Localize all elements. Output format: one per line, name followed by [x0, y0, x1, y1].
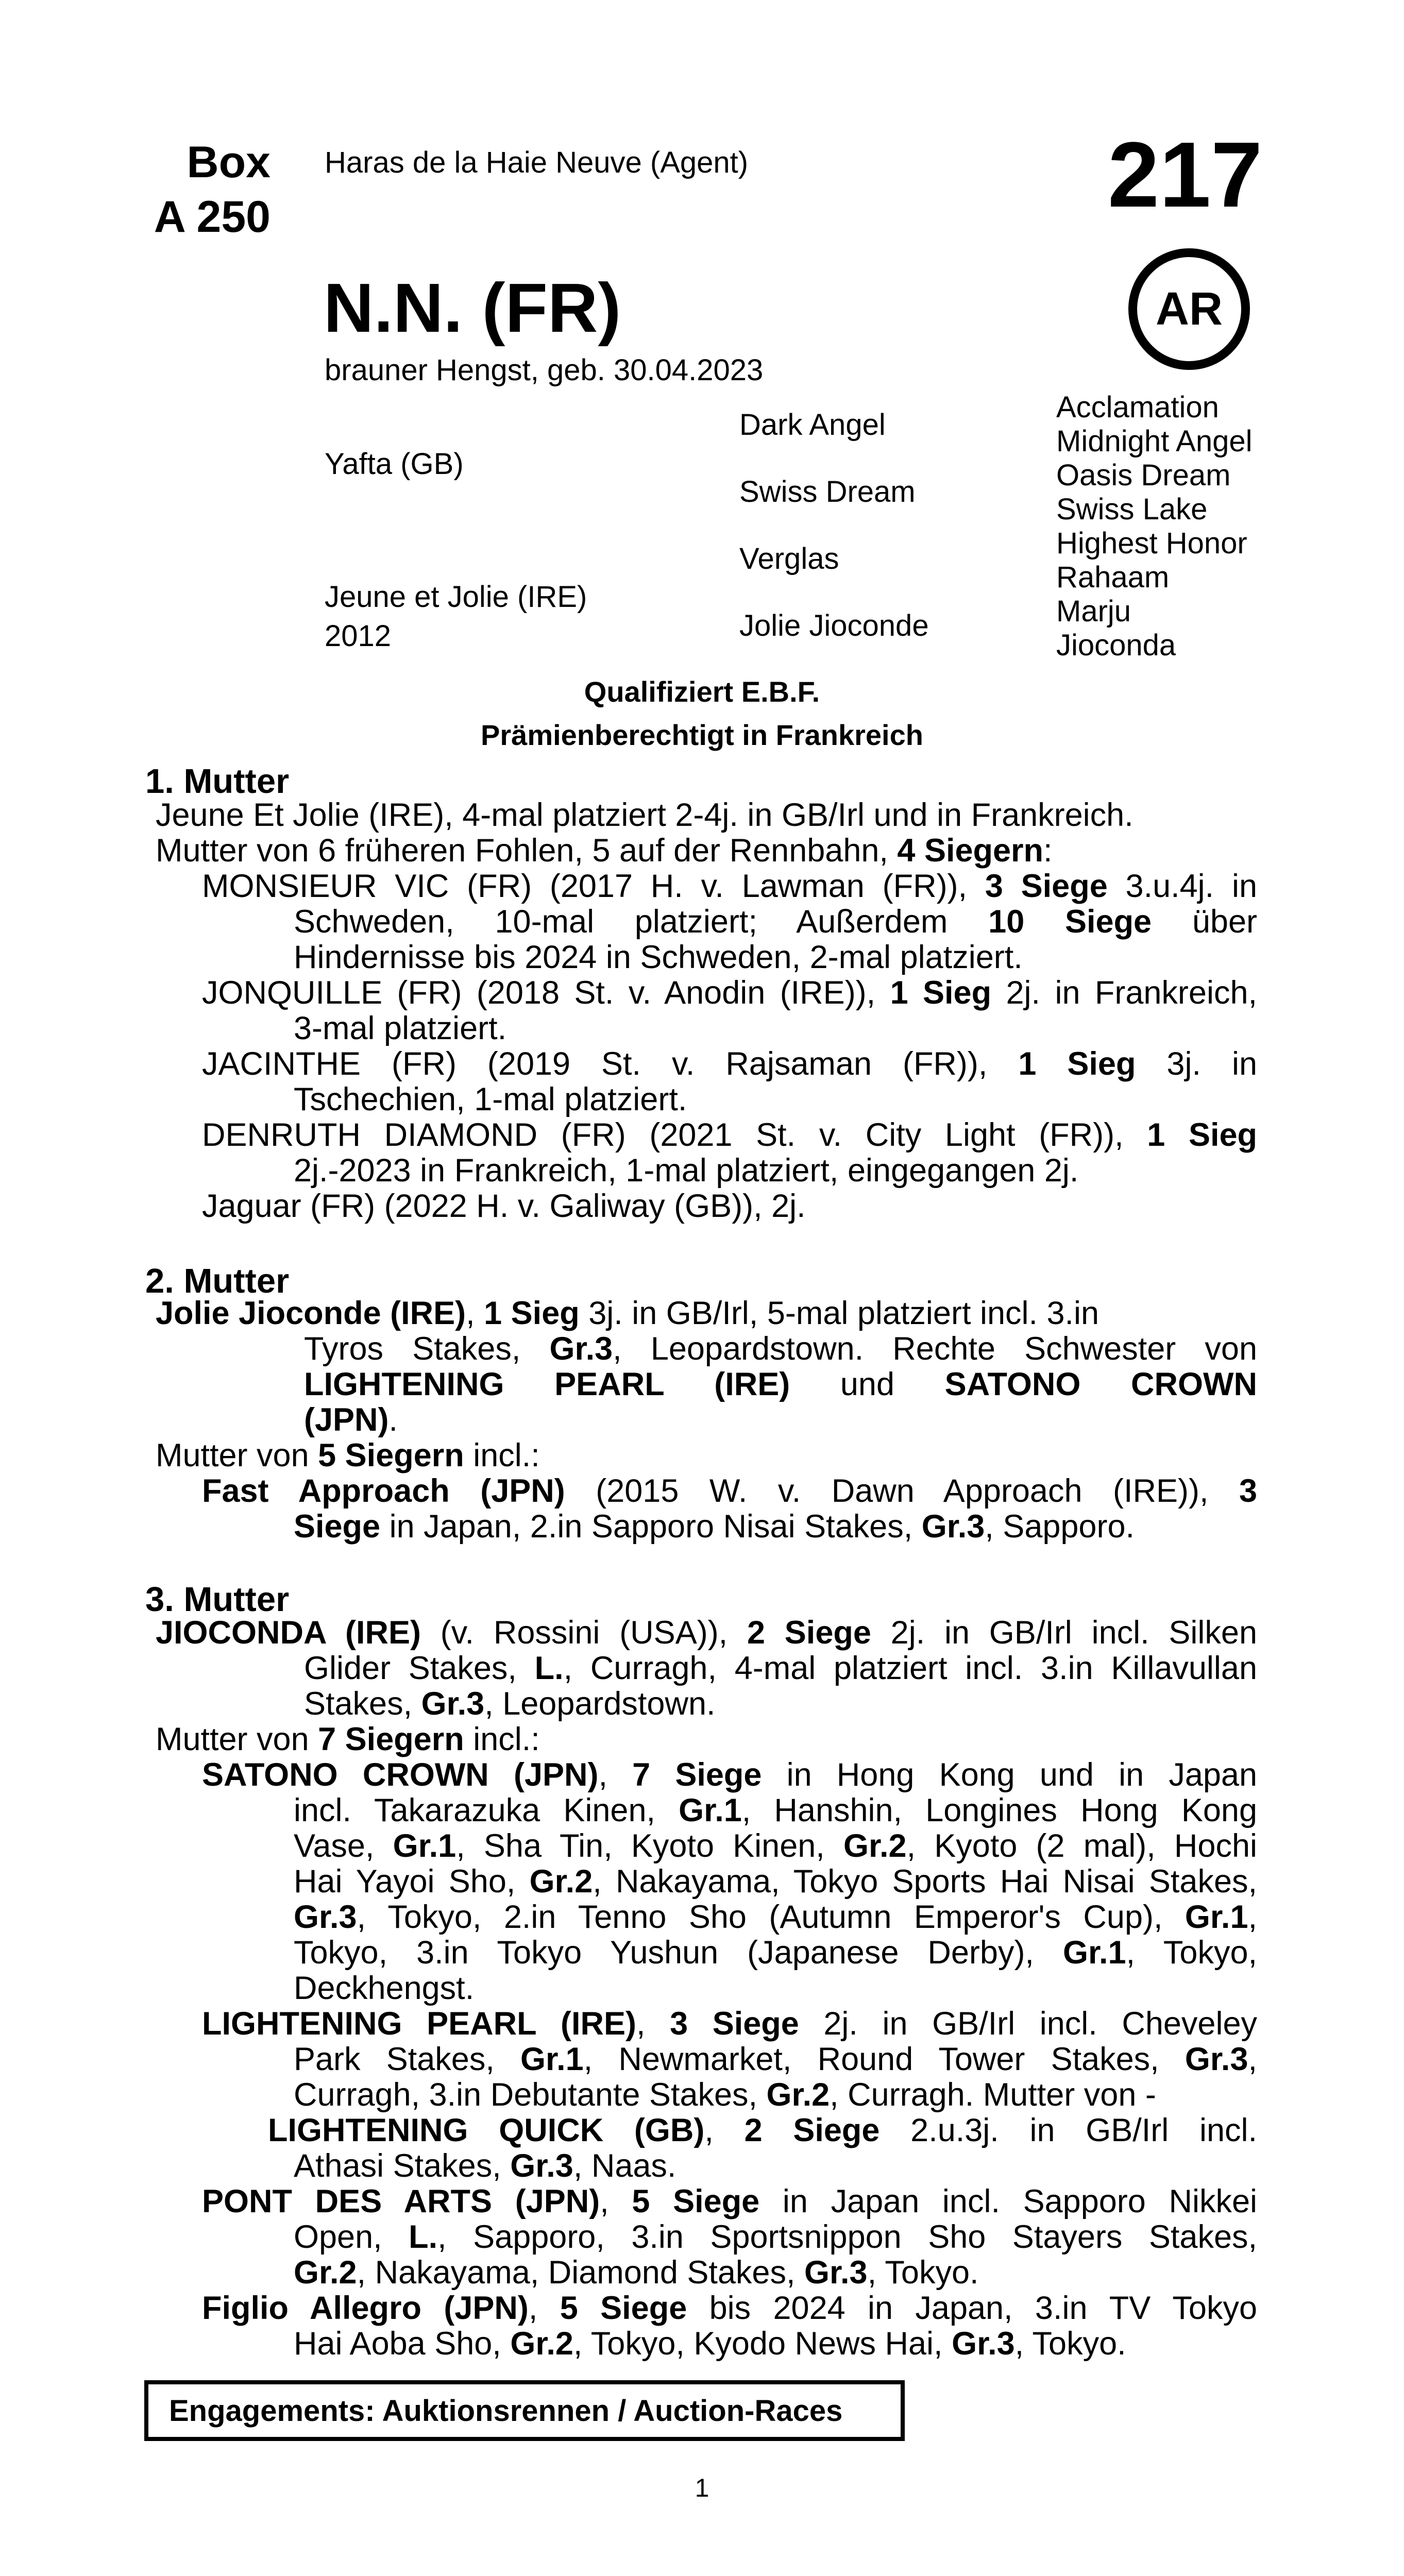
- text-segment: Mutter von: [156, 1437, 318, 1473]
- pedigree-text-line: [304, 1402, 398, 1438]
- text-segment: ,: [1248, 1899, 1257, 1935]
- pedigree-text-line: [294, 2326, 1126, 2362]
- engagements-label: Engagements: Auktionsrennen / Auction-Races: [169, 2394, 843, 2428]
- bold-segment: 1 Sieg: [1147, 1117, 1257, 1153]
- text-segment: , Leopardstown. Rechte Schwester von: [613, 1331, 1257, 1367]
- horse-description: brauner Hengst, geb. 30.04.2023: [325, 353, 764, 387]
- pedigree-text-line: [202, 1473, 1257, 1509]
- pedigree-text-line: [294, 1900, 1257, 1935]
- pedigree-text-line: [202, 1189, 806, 1224]
- bold-segment: Figlio Allegro (JPN): [202, 2290, 529, 2326]
- pedigree-text-line: [304, 1367, 1257, 1402]
- text-segment: ,: [466, 1295, 484, 1331]
- text-segment: , Newmarket, Round Tower Stakes,: [583, 2041, 1185, 2077]
- pedigree-text-line: [202, 2291, 1257, 2326]
- text-segment: in Hong Kong und in Japan: [762, 1757, 1257, 1793]
- pedigree-text-line: [202, 1046, 1257, 1082]
- pedigree-grandparent: Jolie Jioconde: [739, 609, 929, 642]
- text-segment: und: [790, 1366, 945, 1402]
- text-segment: , Tokyo, 2.in Tenno Sho (Autumn Emperor's Cup),: [357, 1899, 1185, 1935]
- text-segment: bis 2024 in Japan, 3.in TV Tokyo: [687, 2290, 1258, 2326]
- text-segment: , Nakayama, Diamond Stakes,: [357, 2255, 804, 2291]
- pedigree-text-line: [202, 975, 1257, 1011]
- text-segment: Mutter von 6 früheren Fohlen, 5 auf der Rennbahn,: [156, 833, 898, 869]
- text-segment: Mutter von: [156, 1721, 318, 1757]
- bold-segment: Gr.1: [393, 1828, 456, 1864]
- pedigree-text-line: [304, 1331, 1257, 1367]
- text-segment: 2j. in GB/Irl incl. Silken: [871, 1615, 1257, 1651]
- pedigree-text-line: [294, 2148, 676, 2184]
- qualification-line: Qualifiziert E.B.F.: [584, 675, 820, 708]
- pedigree-great-grandparent: Swiss Lake: [1056, 493, 1208, 526]
- text-segment: 3j. in GB/Irl, 5-mal platziert incl. 3.in: [579, 1295, 1099, 1331]
- bold-segment: (JPN): [304, 1402, 389, 1438]
- text-segment: Tyros Stakes,: [304, 1331, 550, 1367]
- section-heading-second-dam: 2. Mutter: [145, 1262, 290, 1300]
- pedigree-grandparent: Dark Angel: [739, 408, 886, 442]
- text-segment: ,: [598, 1757, 633, 1793]
- bold-segment: 7 Siegern: [318, 1721, 464, 1757]
- bold-segment: Gr.3: [952, 2326, 1015, 2362]
- text-segment: , Nakayama, Tokyo Sports Hai Nisai Stakes,: [593, 1863, 1257, 1900]
- engagements-box: [144, 2380, 905, 2441]
- text-segment: 2.u.3j. in GB/Irl incl.: [879, 2112, 1257, 2148]
- bold-segment: Gr.2: [510, 2326, 573, 2362]
- bold-segment: 2 Siege: [747, 1615, 871, 1651]
- text-segment: in Japan incl. Sapporo Nikkei: [759, 2183, 1258, 2219]
- text-segment: Hai Yayoi Sho,: [294, 1863, 530, 1900]
- text-segment: , Kyoto (2 mal), Hochi: [906, 1828, 1257, 1864]
- text-segment: , Tokyo.: [867, 2255, 979, 2291]
- pedigree-text-line: [202, 2006, 1257, 2042]
- text-segment: , Tokyo, Kyodo News Hai,: [573, 2326, 952, 2362]
- text-segment: 3-mal platziert.: [294, 1010, 507, 1046]
- pedigree-text-line: [156, 798, 1134, 833]
- bold-segment: 5 Siegern: [318, 1437, 464, 1473]
- pedigree-great-grandparent: Acclamation: [1056, 391, 1219, 424]
- text-segment: Tokyo, 3.in Tokyo Yushun (Japanese Derby),: [294, 1935, 1063, 1971]
- pedigree-text-line: [202, 1117, 1257, 1153]
- pedigree-great-grandparent: Midnight Angel: [1056, 425, 1253, 458]
- bold-segment: Gr.1: [1185, 1899, 1248, 1935]
- text-segment: incl. Takarazuka Kinen,: [294, 1792, 679, 1828]
- bold-segment: 1 Sieg: [890, 975, 992, 1011]
- pedigree-great-grandparent: Oasis Dream: [1056, 459, 1231, 492]
- text-segment: Athasi Stakes,: [294, 2148, 511, 2184]
- pedigree-text-line: [294, 1828, 1257, 1864]
- bold-segment: SATONO CROWN: [944, 1366, 1257, 1402]
- lot-number: 217: [1108, 123, 1263, 227]
- text-segment: Curragh, 3.in Debutante Stakes,: [294, 2077, 767, 2113]
- text-segment: Hai Aoba Sho,: [294, 2326, 511, 2362]
- bold-segment: L.: [409, 2219, 438, 2255]
- bold-segment: Gr.3: [1185, 2041, 1248, 2077]
- bold-segment: Fast Approach (JPN): [202, 1473, 565, 1509]
- text-segment: ,: [600, 2183, 632, 2219]
- bold-segment: Gr.1: [520, 2041, 584, 2077]
- text-segment: Deckhengst.: [294, 1970, 475, 2006]
- bold-segment: 5 Siege: [632, 2183, 760, 2219]
- pedigree-great-grandparent: Rahaam: [1056, 561, 1170, 594]
- text-segment: über: [1152, 904, 1257, 940]
- pedigree-text-line: [304, 1651, 1257, 1686]
- prize-eligibility-line: Prämienberechtigt in Frankreich: [481, 719, 923, 751]
- bold-segment: 3 Siege: [670, 2006, 799, 2042]
- box-label: Box: [187, 138, 270, 187]
- ar-badge: [1128, 248, 1250, 370]
- bold-segment: Gr.3: [421, 1686, 485, 1722]
- text-segment: DENRUTH DIAMOND (FR) (2021 St. v. City Light (FR)),: [202, 1117, 1147, 1153]
- pedigree-text-line: [156, 1296, 1099, 1331]
- bold-segment: 5 Siege: [560, 2290, 687, 2326]
- text-segment: :: [1043, 833, 1053, 869]
- bold-segment: 10 Siege: [988, 904, 1152, 940]
- page-number: 1: [695, 2473, 709, 2502]
- text-segment: , Sapporo.: [985, 1509, 1135, 1545]
- pedigree-text-line: [268, 2113, 1257, 2148]
- text-segment: ,: [636, 2006, 670, 2042]
- bold-segment: Siege: [294, 1509, 381, 1545]
- pedigree-text-line: [294, 2255, 979, 2291]
- pedigree-great-grandparent: Highest Honor: [1056, 527, 1247, 560]
- bold-segment: Gr.3: [804, 2255, 868, 2291]
- text-segment: 3j. in: [1136, 1046, 1257, 1082]
- text-segment: Schweden, 10-mal platziert; Außerdem: [294, 904, 989, 940]
- text-segment: incl.:: [464, 1721, 540, 1757]
- text-segment: incl.:: [464, 1437, 540, 1473]
- pedigree-text-line: [294, 940, 1023, 975]
- text-segment: , Sapporo, 3.in Sportsnippon Sho Stayers Stakes,: [437, 2219, 1257, 2255]
- text-segment: , Curragh. Mutter von -: [830, 2077, 1156, 2113]
- bold-segment: JIOCONDA (IRE): [156, 1615, 421, 1651]
- bold-segment: 3 Siege: [985, 868, 1108, 904]
- pedigree-text-line: [156, 1722, 540, 1757]
- bold-segment: Gr.2: [529, 1863, 593, 1900]
- bold-segment: PONT DES ARTS (JPN): [202, 2183, 600, 2219]
- pedigree-great-grandparent: Marju: [1056, 595, 1131, 628]
- pedigree-text-line: [304, 1686, 716, 1722]
- bold-segment: Gr.1: [1062, 1935, 1126, 1971]
- bold-segment: Gr.2: [294, 2255, 357, 2291]
- pedigree-text-line: [156, 1438, 540, 1473]
- text-segment: ,: [1248, 2041, 1257, 2077]
- text-segment: , Tokyo.: [1014, 2326, 1126, 2362]
- pedigree-text-line: [294, 904, 1257, 940]
- text-segment: ,: [528, 2290, 560, 2326]
- pedigree-sire: Yafta (GB): [325, 447, 464, 481]
- text-segment: 2j. in Frankreich,: [991, 975, 1257, 1011]
- text-segment: Jaguar (FR) (2022 H. v. Galiway (GB)), 2j.: [202, 1188, 806, 1224]
- bold-segment: SATONO CROWN (JPN): [202, 1757, 599, 1793]
- text-segment: Tschechien, 1-mal platziert.: [294, 1081, 687, 1117]
- box-number: A 250: [154, 192, 270, 242]
- text-segment: , Curragh, 4-mal platziert incl. 3.in Killavullan: [563, 1650, 1257, 1686]
- pedigree-text-line: [294, 1793, 1257, 1828]
- bold-segment: LIGHTENING QUICK (GB): [268, 2112, 705, 2148]
- pedigree-text-line: [294, 2042, 1257, 2077]
- text-segment: Vase,: [294, 1828, 393, 1864]
- text-segment: Hindernisse bis 2024 in Schweden, 2-mal platziert.: [294, 939, 1023, 975]
- bold-segment: Gr.3: [510, 2148, 573, 2184]
- section-heading-third-dam: 3. Mutter: [145, 1580, 290, 1619]
- bold-segment: 7 Siege: [632, 1757, 762, 1793]
- text-segment: , Leopardstown.: [484, 1686, 716, 1722]
- seller-name: Haras de la Haie Neuve (Agent): [325, 146, 749, 179]
- text-segment: , Tokyo,: [1126, 1935, 1257, 1971]
- text-segment: MONSIEUR VIC (FR) (2017 H. v. Lawman (FR)),: [202, 868, 985, 904]
- pedigree-text-line: [202, 2184, 1257, 2219]
- text-segment: (v. Rossini (USA)),: [420, 1615, 747, 1651]
- bold-segment: Gr.2: [766, 2077, 830, 2113]
- bold-segment: Gr.3: [549, 1331, 613, 1367]
- text-segment: .: [388, 1402, 398, 1438]
- pedigree-text-line: [202, 869, 1257, 904]
- ar-badge-label: AR: [1156, 283, 1223, 335]
- pedigree-text-line: [294, 2219, 1257, 2255]
- text-segment: Stakes,: [304, 1686, 421, 1722]
- bold-segment: Gr.3: [294, 1899, 357, 1935]
- bold-segment: 2 Siege: [744, 2112, 880, 2148]
- bold-segment: LIGHTENING PEARL (IRE): [304, 1366, 790, 1402]
- pedigree-text-line: [294, 1935, 1257, 1971]
- pedigree-grandparent: Verglas: [739, 542, 839, 575]
- pedigree-grandparent: Swiss Dream: [739, 475, 916, 509]
- text-segment: ,: [704, 2112, 745, 2148]
- bold-segment: Gr.2: [843, 1828, 907, 1864]
- pedigree-text-line: [294, 1082, 687, 1117]
- bold-segment: 1 Sieg: [484, 1295, 580, 1331]
- pedigree-text-line: [156, 1615, 1257, 1651]
- bold-segment: 1 Sieg: [1018, 1046, 1136, 1082]
- bold-segment: L.: [534, 1650, 564, 1686]
- pedigree-great-grandparent: Jioconda: [1056, 629, 1176, 662]
- pedigree-text-line: [294, 1864, 1257, 1900]
- pedigree-dam: Jeune et Jolie (IRE): [325, 580, 587, 614]
- text-segment: 2j. in GB/Irl incl. Cheveley: [799, 2006, 1257, 2042]
- pedigree-text-line: [156, 833, 1053, 869]
- bold-segment: 3: [1239, 1473, 1257, 1509]
- horse-name: N.N. (FR): [324, 269, 621, 347]
- text-segment: Open,: [294, 2219, 409, 2255]
- text-segment: (2015 W. v. Dawn Approach (IRE)),: [565, 1473, 1239, 1509]
- text-segment: JONQUILLE (FR) (2018 St. v. Anodin (IRE)),: [202, 975, 890, 1011]
- pedigree-text-line: [294, 1509, 1135, 1545]
- text-segment: in Japan, 2.in Sapporo Nisai Stakes,: [380, 1509, 922, 1545]
- text-segment: 2j.-2023 in Frankreich, 1-mal platziert, eingegangen 2j.: [294, 1153, 1079, 1189]
- pedigree-text-line: [294, 1011, 506, 1046]
- text-segment: , Sha Tin, Kyoto Kinen,: [456, 1828, 843, 1864]
- bold-segment: LIGHTENING PEARL (IRE): [202, 2006, 637, 2042]
- pedigree-text-line: [294, 1153, 1078, 1189]
- text-segment: , Hanshin, Longines Hong Kong: [741, 1792, 1257, 1828]
- text-segment: JACINTHE (FR) (2019 St. v. Rajsaman (FR)),: [202, 1046, 1019, 1082]
- pedigree-text-line: [294, 1971, 474, 2006]
- pedigree-dam-year: 2012: [325, 619, 392, 653]
- text-segment: 3.u.4j. in: [1107, 868, 1257, 904]
- bold-segment: Gr.1: [679, 1792, 742, 1828]
- text-segment: Glider Stakes,: [304, 1650, 535, 1686]
- text-segment: Park Stakes,: [294, 2041, 521, 2077]
- bold-segment: Jolie Jioconde (IRE): [156, 1295, 466, 1331]
- section-heading-first-dam: 1. Mutter: [145, 762, 290, 801]
- pedigree-text-line: [202, 1757, 1257, 1793]
- bold-segment: 4 Siegern: [897, 833, 1044, 869]
- bold-segment: Gr.3: [921, 1509, 985, 1545]
- pedigree-text-line: [294, 2077, 1156, 2113]
- text-segment: , Naas.: [573, 2148, 676, 2184]
- text-segment: Jeune Et Jolie (IRE), 4-mal platziert 2-4j. in GB/Irl und in Frankreich.: [156, 797, 1134, 833]
